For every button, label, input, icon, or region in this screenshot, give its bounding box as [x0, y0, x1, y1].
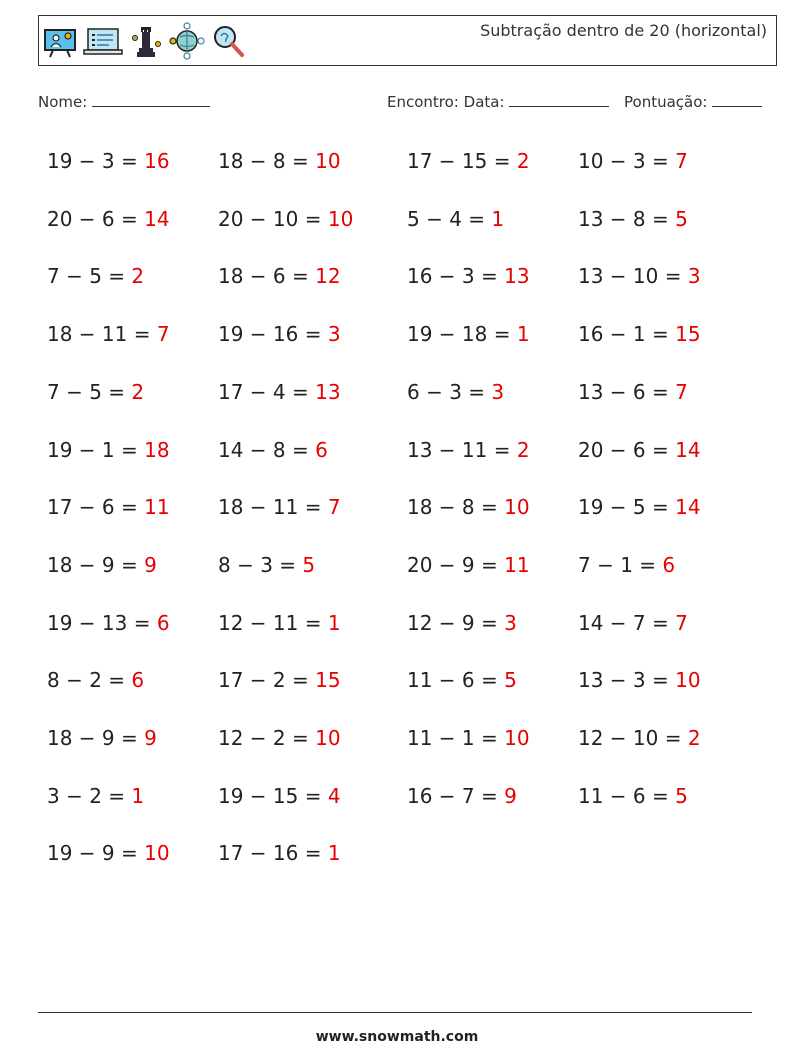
problem-item: [218, 610, 341, 636]
problem-answer: 10: [315, 149, 341, 173]
magnifier-icon: [211, 22, 245, 60]
problem-answer: 7: [675, 610, 688, 635]
problem-item: [407, 206, 504, 232]
problem-answer: 1: [131, 783, 145, 808]
problem-answer: 11: [504, 552, 530, 577]
problem-item: [218, 437, 328, 463]
problem-item: [47, 552, 157, 578]
name-label: Nome:: [38, 93, 88, 111]
problem-expression: 17 − 16 =: [218, 841, 328, 866]
problem-item: [47, 783, 144, 809]
problem-answer: 14: [675, 495, 701, 520]
problem-answer: 1: [327, 610, 341, 635]
problem-expression: 19 − 1 =: [47, 437, 145, 462]
problem-answer: 11: [144, 495, 170, 520]
problem-expression: 18 − 9 =: [47, 726, 145, 750]
problem-expression: 18 − 11 =: [218, 495, 328, 520]
problem-item: [407, 610, 517, 636]
problem-answer: 1: [516, 322, 530, 347]
problem-answer: 1: [327, 841, 341, 866]
problem-answer: 2: [131, 264, 145, 289]
problem-item: [218, 552, 315, 578]
problem-expression: 12 − 11 =: [218, 610, 328, 635]
problem-expression: 19 − 15 =: [218, 783, 328, 808]
problem-answer: 14: [144, 206, 170, 231]
problem-item: [578, 206, 688, 232]
problem-item: [218, 840, 341, 866]
score-label: Pontuação:: [624, 93, 708, 111]
problem-answer: 2: [131, 379, 145, 404]
problem-item: [47, 610, 170, 636]
problem-item: [47, 437, 170, 463]
problem-item: [47, 263, 144, 289]
problem-item: [407, 379, 504, 405]
problem-expression: 12 − 2 =: [218, 726, 316, 750]
problem-expression: 11 − 6 =: [578, 783, 676, 808]
problem-item: [47, 321, 170, 347]
problem-answer: 10: [504, 495, 530, 520]
problem-expression: 19 − 5 =: [578, 495, 676, 520]
problem-expression: 20 − 6 =: [578, 437, 676, 462]
problem-expression: 11 − 6 =: [407, 668, 505, 693]
problem-answer: 5: [675, 783, 688, 808]
problem-expression: 13 − 3 =: [578, 668, 676, 693]
name-blank[interactable]: [92, 92, 210, 107]
problem-answer: 6: [156, 610, 170, 635]
problem-expression: 20 − 6 =: [47, 206, 145, 231]
score-blank[interactable]: [712, 92, 762, 107]
problem-answer: 3: [327, 322, 341, 347]
problem-expression: 18 − 6 =: [218, 264, 316, 289]
problem-item: [578, 725, 701, 751]
problem-expression: 19 − 18 =: [407, 322, 517, 347]
problem-expression: 8 − 3 =: [218, 552, 303, 577]
problem-answer: 5: [302, 552, 316, 577]
problem-expression: 3 − 2 =: [47, 783, 132, 808]
problem-item: [47, 148, 170, 174]
problem-answer: 10: [144, 841, 170, 866]
problem-item: [218, 263, 341, 289]
problem-answer: 9: [144, 552, 157, 577]
problem-item: [578, 148, 688, 174]
problem-answer: 5: [504, 668, 517, 693]
problem-expression: 12 − 10 =: [578, 726, 688, 750]
problem-expression: 17 − 6 =: [47, 495, 145, 520]
footer-url: www.snowmath.com: [315, 1029, 479, 1045]
problem-expression: 10 − 3 =: [578, 149, 676, 173]
problem-expression: 17 − 15 =: [407, 149, 517, 173]
problem-item: [47, 379, 144, 405]
problem-answer: 7: [327, 495, 341, 520]
problem-expression: 7 − 5 =: [47, 379, 132, 404]
problem-expression: 18 − 8 =: [218, 149, 316, 173]
problem-expression: 17 − 2 =: [218, 668, 316, 693]
problem-item: [578, 437, 701, 463]
problem-expression: 8 − 2 =: [47, 668, 132, 693]
problem-answer: 6: [131, 668, 145, 693]
problem-item: [407, 667, 517, 693]
problem-item: [218, 206, 353, 232]
problem-answer: 1: [491, 206, 505, 231]
problem-answer: 9: [504, 783, 517, 808]
problem-item: [578, 263, 701, 289]
problem-item: [578, 379, 688, 405]
problem-item: [47, 494, 170, 520]
problem-answer: 9: [144, 726, 157, 750]
problem-item: [407, 725, 530, 751]
problem-item: [407, 263, 530, 289]
problem-expression: 19 − 13 =: [47, 610, 157, 635]
problem-item: [218, 667, 341, 693]
problem-item: [578, 667, 701, 693]
problem-answer: 10: [315, 726, 341, 750]
problem-answer: 10: [675, 668, 701, 693]
problem-answer: 13: [315, 379, 341, 404]
problem-answer: 15: [675, 322, 701, 347]
problem-item: [47, 206, 170, 232]
name-field[interactable]: [38, 92, 210, 111]
problem-answer: 12: [315, 264, 341, 289]
problem-item: [218, 148, 341, 174]
problem-answer: 15: [315, 668, 341, 693]
problem-item: [578, 494, 701, 520]
problem-expression: 13 − 10 =: [578, 264, 688, 289]
problem-expression: 13 − 11 =: [407, 437, 517, 462]
problem-item: [407, 321, 530, 347]
header-icons: [43, 22, 245, 60]
problem-answer: 18: [144, 437, 170, 462]
presentation-board-icon: [43, 22, 77, 60]
problem-answer: 7: [156, 322, 170, 347]
problem-expression: 13 − 6 =: [578, 379, 676, 404]
problem-answer: 7: [675, 379, 688, 404]
date-blank[interactable]: [509, 92, 609, 107]
problem-answer: 6: [662, 552, 676, 577]
problem-expression: 19 − 9 =: [47, 841, 145, 866]
problem-answer: 2: [516, 437, 530, 462]
problem-expression: 19 − 3 =: [47, 149, 145, 173]
problem-item: [407, 437, 530, 463]
problem-answer: 7: [675, 149, 688, 173]
problem-expression: 6 − 3 =: [407, 379, 492, 404]
problem-item: [218, 725, 341, 751]
problem-expression: 18 − 8 =: [407, 495, 505, 520]
problem-item: [218, 321, 341, 347]
problem-expression: 17 − 4 =: [218, 379, 316, 404]
problem-answer: 10: [504, 726, 530, 750]
problem-expression: 16 − 1 =: [578, 322, 676, 347]
problem-item: [218, 783, 341, 809]
problem-answer: 14: [675, 437, 701, 462]
problem-item: [47, 840, 170, 866]
chess-rook-icon: [129, 22, 163, 60]
laptop-list-icon: [83, 22, 123, 60]
problem-item: [578, 321, 701, 347]
problem-expression: 12 − 9 =: [407, 610, 505, 635]
problem-item: [47, 667, 144, 693]
problem-answer: 3: [491, 379, 505, 404]
problem-expression: 7 − 1 =: [578, 552, 663, 577]
problem-expression: 20 − 10 =: [218, 206, 328, 231]
problem-expression: 13 − 8 =: [578, 206, 676, 231]
problem-answer: 5: [675, 206, 688, 231]
worksheet-title: Subtração dentro de 20 (horizontal): [480, 21, 767, 40]
problem-expression: 19 − 16 =: [218, 322, 328, 347]
problem-expression: 20 − 9 =: [407, 552, 505, 577]
problem-item: [218, 379, 341, 405]
date-label: Data:: [463, 93, 505, 111]
problem-expression: 18 − 9 =: [47, 552, 145, 577]
problem-expression: 14 − 7 =: [578, 610, 676, 635]
problem-item: [407, 148, 530, 174]
problem-expression: 14 − 8 =: [218, 437, 316, 462]
problem-answer: 3: [504, 610, 517, 635]
problem-expression: 11 − 1 =: [407, 726, 505, 750]
score-field[interactable]: [624, 92, 762, 111]
worksheet-header: [38, 15, 777, 66]
problem-answer: 13: [504, 264, 530, 289]
footer-divider: [38, 1012, 752, 1013]
problem-answer: 2: [516, 149, 530, 173]
meeting-label: Encontro:: [387, 93, 459, 111]
problem-answer: 2: [687, 726, 701, 750]
problem-expression: 5 − 4 =: [407, 206, 492, 231]
problem-answer: 10: [327, 206, 354, 231]
problem-answer: 3: [687, 264, 701, 289]
problem-answer: 16: [144, 149, 170, 173]
problem-item: [407, 494, 530, 520]
meeting-date-field[interactable]: [387, 92, 609, 111]
problem-item: [407, 783, 517, 809]
problem-expression: 7 − 5 =: [47, 264, 132, 289]
problem-answer: 4: [327, 783, 341, 808]
problem-item: [218, 494, 341, 520]
problem-item: [578, 610, 688, 636]
problem-item: [578, 552, 675, 578]
problem-answer: 6: [315, 437, 328, 462]
network-globe-icon: [169, 22, 205, 60]
problem-item: [407, 552, 530, 578]
problem-expression: 18 − 11 =: [47, 322, 157, 347]
problem-expression: 16 − 7 =: [407, 783, 505, 808]
problem-item: [47, 725, 157, 751]
problem-item: [578, 783, 688, 809]
problem-expression: 16 − 3 =: [407, 264, 505, 289]
